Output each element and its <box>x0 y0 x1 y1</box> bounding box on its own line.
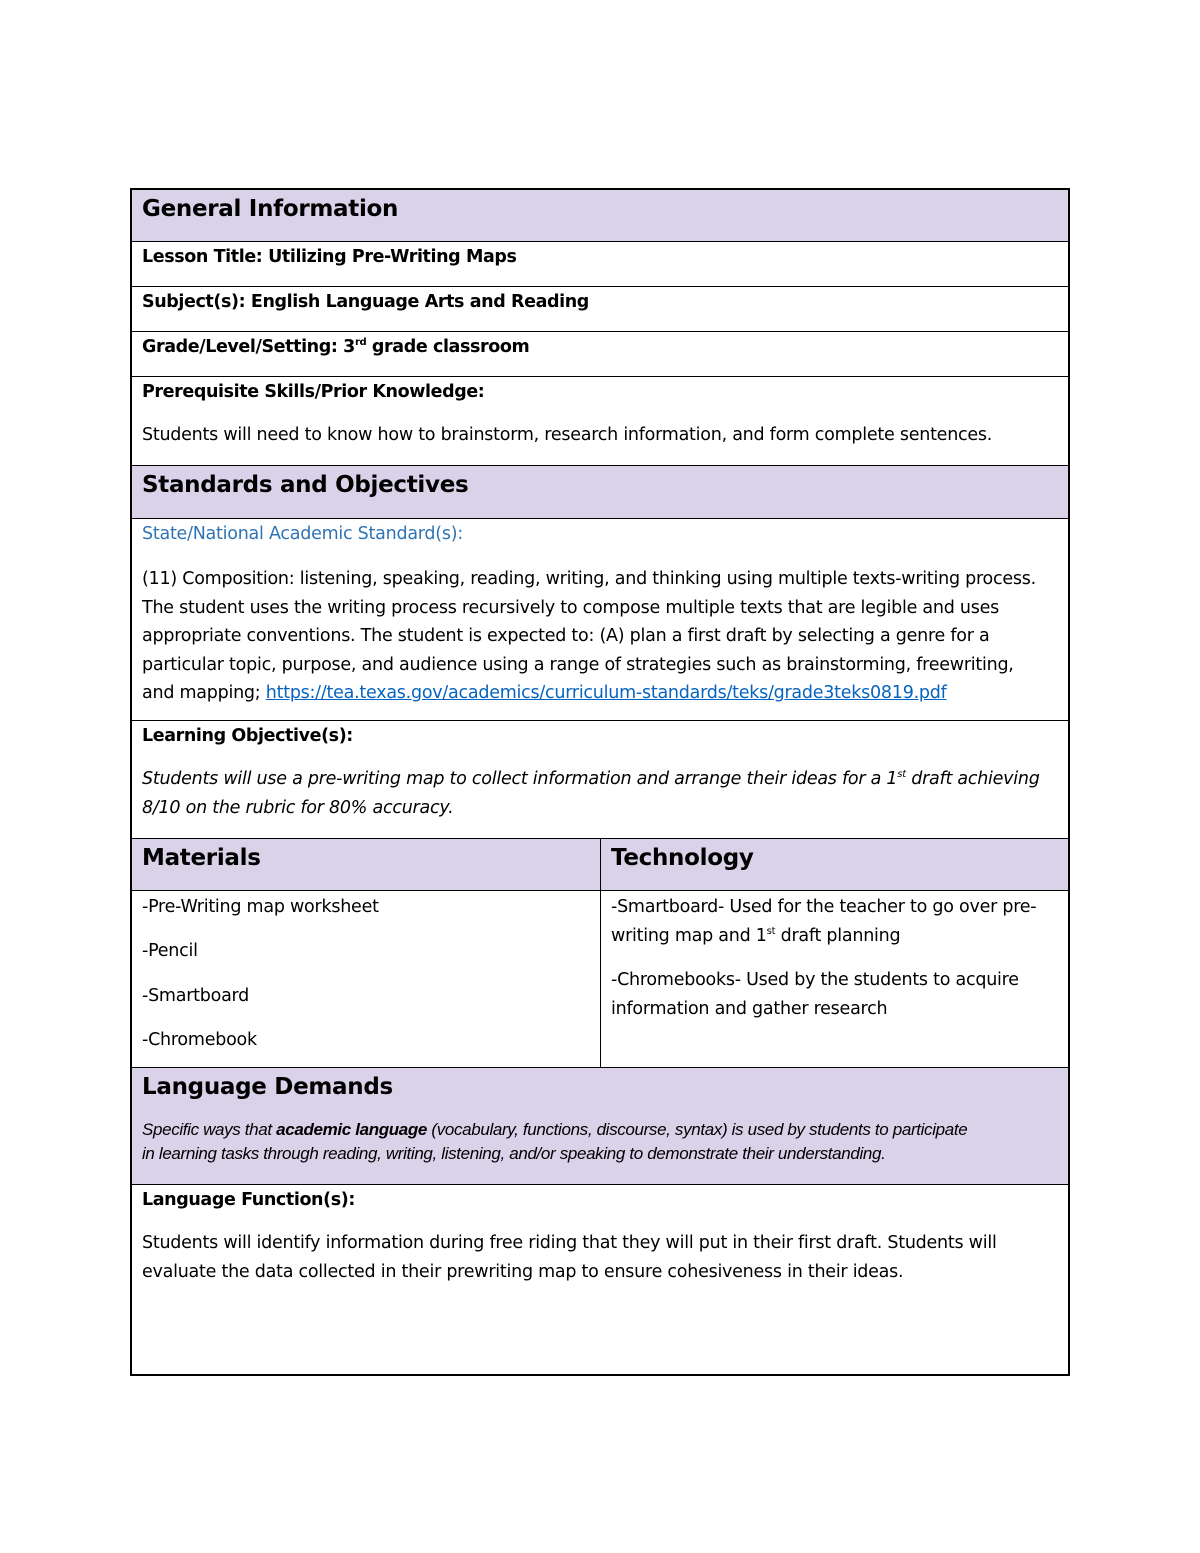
language-function-text: Students will identify information during free riding that they will put in their first draft. Students will evaluate the data collected in their prewriting map to ensure cohesiveness in their ideas. <box>142 1233 997 1282</box>
technology-heading: Technology <box>611 845 754 871</box>
lesson-title: Lesson Title: Utilizing Pre-Writing Maps <box>142 247 517 267</box>
learning-objective-label: Learning Objective(s): <box>142 726 353 746</box>
subjects: Subject(s): English Language Arts and Reading <box>142 292 589 312</box>
materials-cell <box>132 891 601 1067</box>
general-information-heading: General Information <box>142 196 399 222</box>
language-function-label: Language Function(s): <box>142 1190 355 1210</box>
technology-item: -Chromebooks- Used by the students to acquire information and gather research <box>611 970 1019 1019</box>
prerequisite-text: Students will need to know how to brainstorm, research information, and form complete sentences. <box>142 425 993 445</box>
standards-text: (11) Composition: listening, speaking, reading, writing, and thinking using multiple texts-writing process. The student uses the writing process recursively to compose multiple texts that are legible and uses appropriate conventions. The student is expected to: (A) plan a first draft by selecting a genre for a particular topic, purpose, and audience using a range of strategies such as brainstorming, freewriting, and mapping; https://tea.texas.gov/academics/curriculum-standards/teks/grade3teks0819.pdf <box>142 569 1036 703</box>
materials-item: -Smartboard <box>142 986 250 1006</box>
materials-heading: Materials <box>142 845 261 871</box>
language-demands-description: Specific ways that academic language (vocabulary, functions, discourse, syntax) is used by students to participate in learning tasks through reading, writing, listening, and/or speaking to demonstrate their understanding. <box>142 1120 968 1163</box>
technology-item: -Smartboard- Used for the teacher to go over pre- writing map and 1st draft planning <box>611 897 1037 946</box>
language-demands-header <box>132 1068 1068 1185</box>
technology-cell <box>601 891 1068 1067</box>
lesson-title-row <box>132 242 1068 287</box>
subjects-row <box>132 287 1068 332</box>
technology-header-cell <box>601 839 1068 890</box>
language-function-row <box>132 1185 1068 1376</box>
prerequisite-row <box>132 377 1068 466</box>
grade-level-setting: Grade/Level/Setting: 3rd grade classroom <box>142 337 530 357</box>
standards-row <box>132 519 1068 721</box>
grade-row <box>132 332 1068 377</box>
prerequisite-label: Prerequisite Skills/Prior Knowledge: <box>142 382 485 402</box>
materials-item: -Pencil <box>142 941 198 961</box>
standards-label: State/National Academic Standard(s): <box>142 524 463 544</box>
materials-technology-row <box>132 891 1068 1068</box>
materials-technology-header <box>132 839 1068 891</box>
teks-standards-link[interactable]: https://tea.texas.gov/academics/curriculum-standards/teks/grade3teks0819.pdf <box>265 683 947 703</box>
materials-item: -Chromebook <box>142 1030 257 1050</box>
standards-objectives-header <box>132 466 1068 519</box>
learning-objective-text: Students will use a pre-writing map to collect information and arrange their ideas for a 1st draft achieving 8/10 on the rubric for 80% accuracy. <box>142 769 1040 818</box>
materials-header-cell <box>132 839 601 890</box>
lesson-plan-table <box>130 188 1070 1376</box>
materials-item: -Pre-Writing map worksheet <box>142 897 379 917</box>
learning-objective-row <box>132 721 1068 839</box>
standards-objectives-heading: Standards and Objectives <box>142 472 469 498</box>
general-information-header <box>132 190 1068 242</box>
language-demands-heading: Language Demands <box>142 1074 393 1100</box>
